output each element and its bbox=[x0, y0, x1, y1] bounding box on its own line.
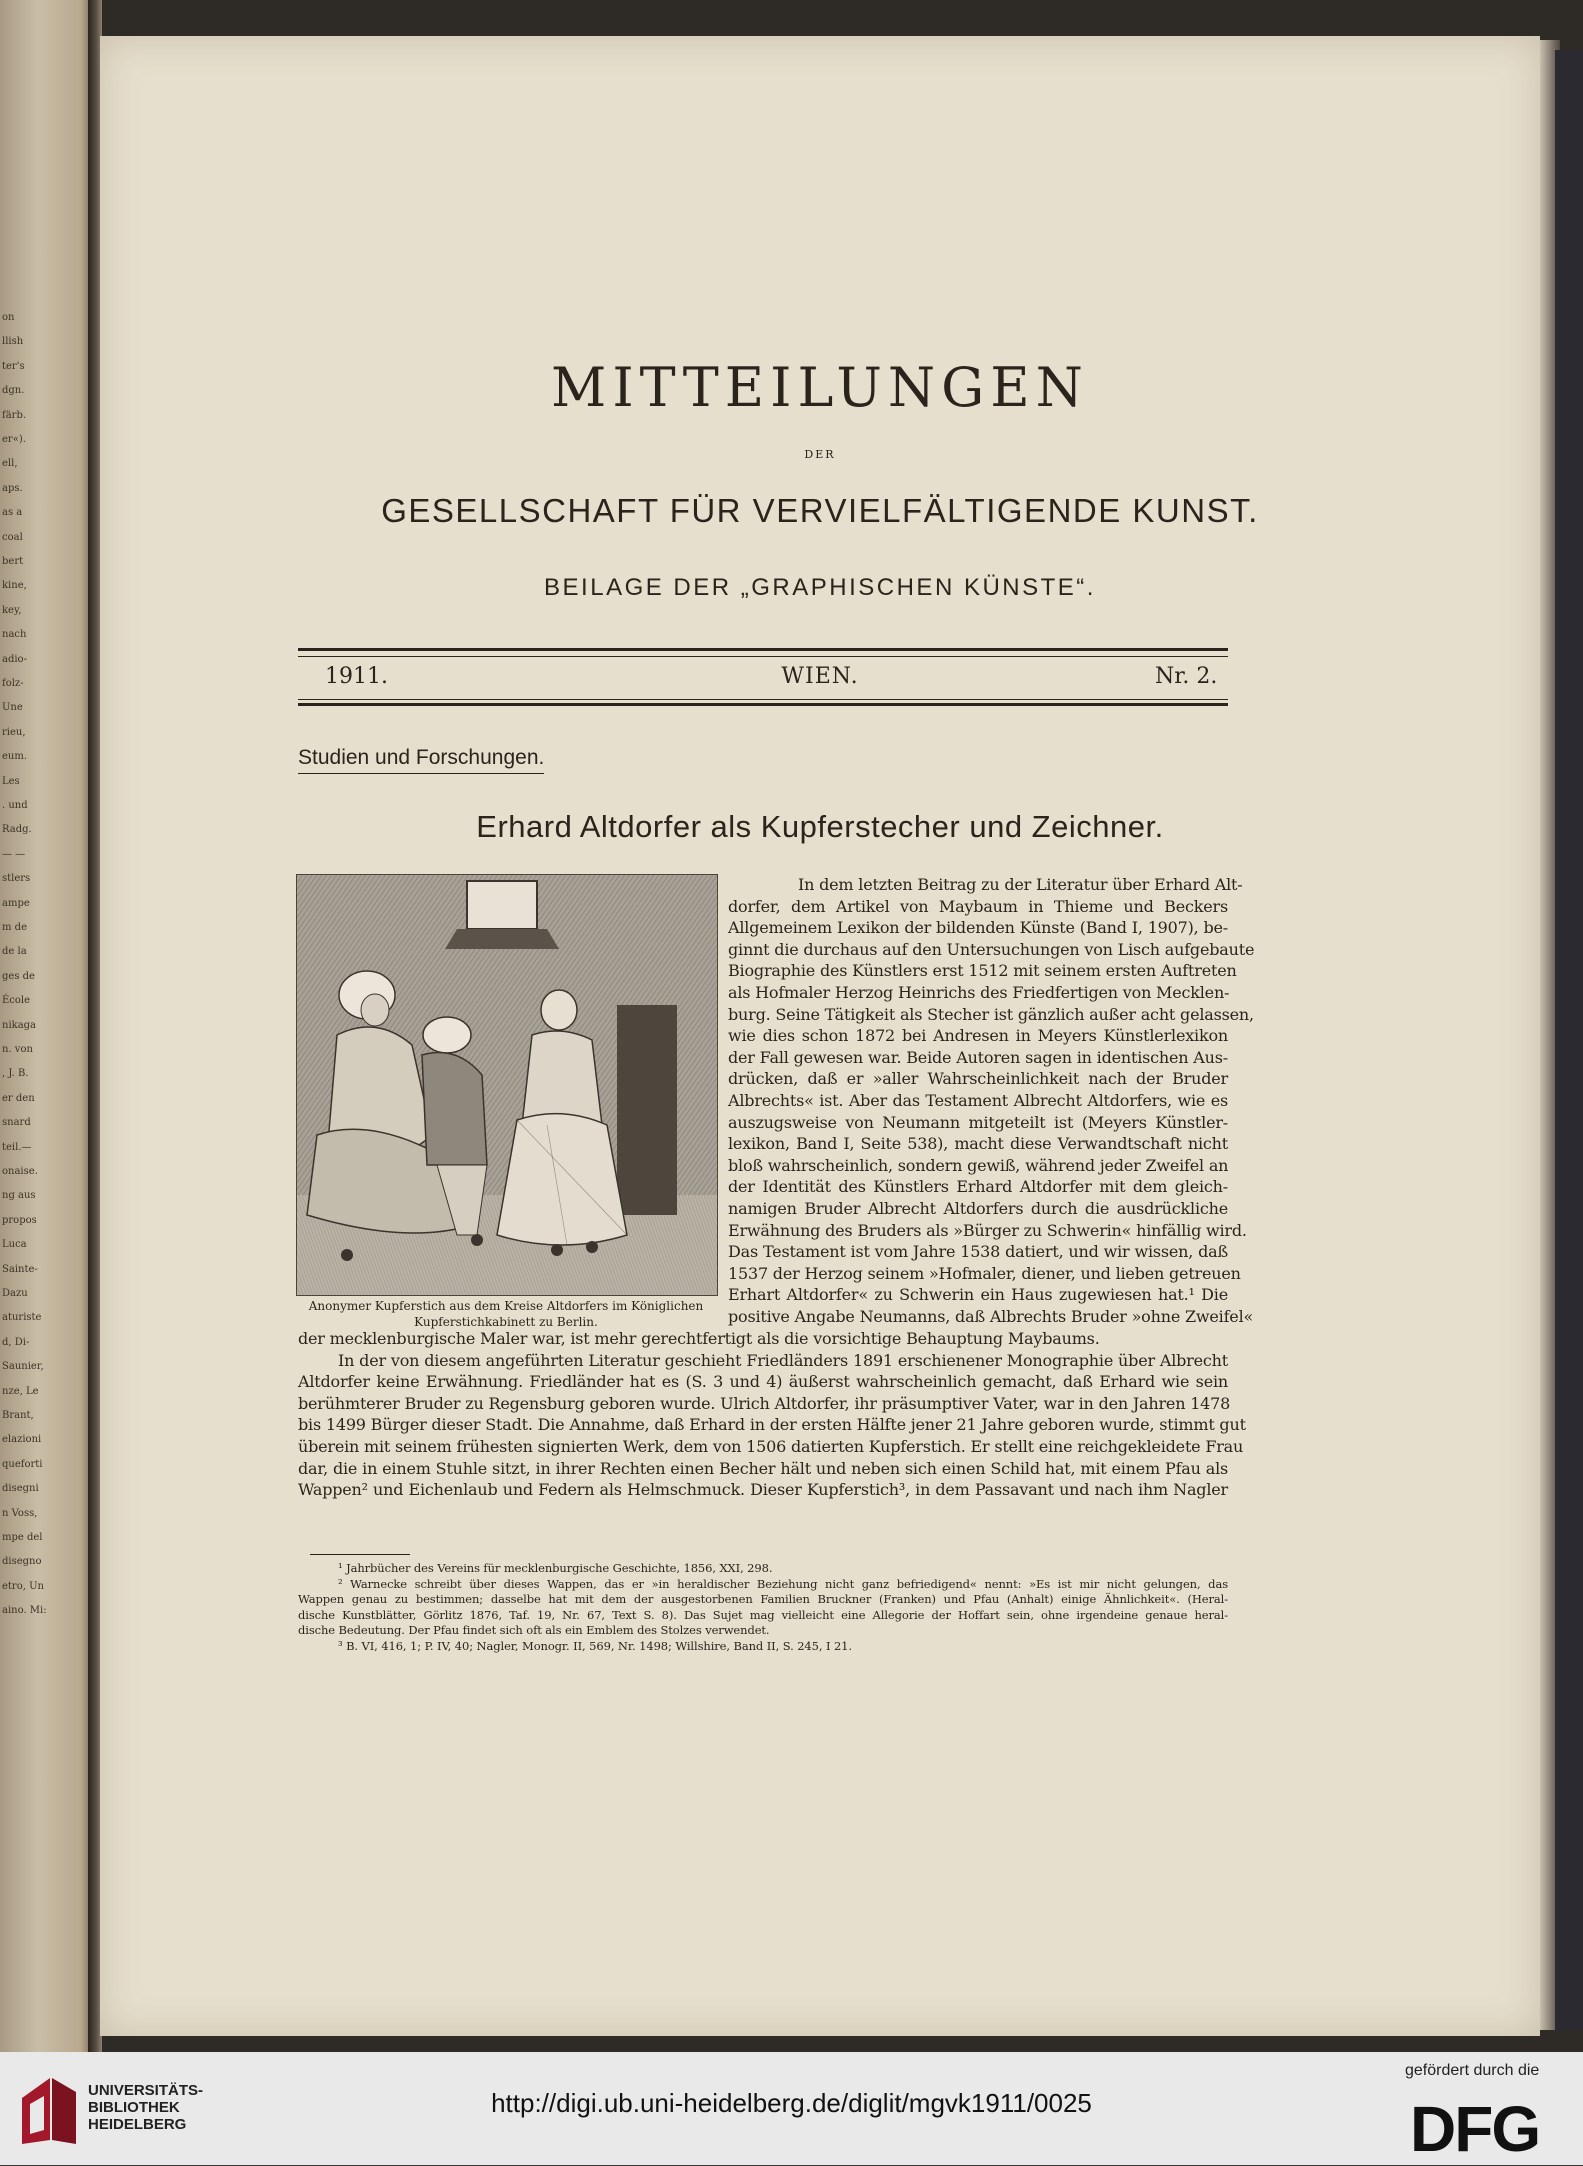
paragraph-line: bloß wahrscheinlich, sondern gewiß, während jeder Zweifel an bbox=[728, 1155, 1229, 1175]
left-page-text-fragment: . und bbox=[2, 800, 28, 811]
engraving-illustration bbox=[296, 874, 718, 1296]
paragraph-line: positive Angabe Neumanns, daß Albrechts Bruder »ohne Zweifel« bbox=[728, 1307, 1254, 1326]
dfg-logo-icon[interactable]: DFG bbox=[1410, 2093, 1540, 2165]
paragraph-line: Biographie des Künstlers erst 1512 mit seinem ersten Auftreten bbox=[728, 961, 1237, 981]
paragraph-line: als Hofmaler Herzog Heinrichs des Friedfertigen von Mecklen- bbox=[728, 983, 1230, 1002]
left-page-text-fragment: ter's bbox=[2, 360, 25, 372]
left-page-text-fragment: onaise. bbox=[2, 1166, 38, 1177]
left-page-text-fragment: key, bbox=[2, 604, 22, 616]
left-page-text-fragment: disegno bbox=[2, 1556, 42, 1568]
left-page-text-fragment: adio- bbox=[2, 653, 27, 665]
paragraph-line: dar, die in einem Stuhle sitzt, in ihrer Rechten einen Becher hält und neben sich einen Schild hat, mit einem Pfau als bbox=[298, 1458, 1228, 1478]
paragraph-line: Erwähnung des Bruders als »Bürger zu Schwerin« hinfällig wird. bbox=[728, 1220, 1247, 1240]
rule-top-thin bbox=[298, 656, 1228, 657]
paragraph-line: bis 1499 Bürger dieser Stadt. Die Annahme, daß Erhard in der ersten Hälfte jener 21 Jahre geboren wurde, stimmt gut bbox=[298, 1415, 1246, 1435]
society-name: GESELLSCHAFT FÜR VERVIELFÄLTIGENDE KUNST. bbox=[381, 492, 1259, 529]
library-name-line: HEIDELBERG bbox=[88, 2116, 187, 2133]
left-page-text-fragment: snard bbox=[2, 1117, 31, 1129]
permalink-url[interactable]: http://digi.ub.uni-heidelberg.de/diglit/mgvk1911/0025 bbox=[491, 2088, 1092, 2118]
left-page-text-fragment: eum. bbox=[2, 751, 28, 763]
engraving-drawing bbox=[297, 875, 717, 1295]
rule-top-thick bbox=[298, 648, 1228, 651]
left-page-text-fragment: ng aus bbox=[2, 1190, 36, 1202]
left-page-text-fragment: nach bbox=[2, 629, 27, 641]
left-page-text-fragment: stlers bbox=[2, 873, 31, 885]
left-page-text-fragment: Une bbox=[2, 702, 23, 714]
left-page-text-fragment: Saunier, bbox=[2, 1361, 44, 1373]
library-name-line: BIBLIOTHEK bbox=[88, 2099, 180, 2116]
footnote-line: dische Kunstblätter, Görlitz 1876, Taf. 19, Nr. 67, Text S. 8). Das Sujet mag vielleicht eine Allegorie der Hoffart sein, ohne irgendeine genaue heral- bbox=[298, 1607, 1228, 1622]
paragraph-line: Altdorfer keine Erwähnung. Friedländer hat es (S. 3 und 4) äußerst wahrscheinlich gemacht, daß Erhard wie sein bbox=[298, 1372, 1228, 1392]
paragraph-line: drücken, daß er »aller Wahrscheinlichkeit nach der Bruder bbox=[728, 1069, 1228, 1089]
left-page-edge bbox=[0, 0, 95, 2052]
left-page-text-fragment: — — bbox=[2, 848, 26, 860]
viewer-footer bbox=[0, 2052, 1583, 2165]
paragraph-line: ginnt die durchaus auf den Untersuchungen von Lisch aufgebaute bbox=[728, 939, 1255, 959]
paragraph-line: dorfer, dem Artikel von Maybaum in Thieme und Beckers bbox=[728, 896, 1228, 916]
left-page-text-fragment: teil.— bbox=[2, 1141, 32, 1153]
library-name-line: UNIVERSITÄTS- bbox=[88, 2082, 204, 2099]
left-page-text-fragment: ges de bbox=[2, 970, 35, 982]
paragraph-line: In dem letzten Beitrag zu der Literatur über Erhard Alt- bbox=[798, 875, 1243, 894]
left-page-text-fragment: Luca bbox=[2, 1239, 27, 1251]
left-page-text-fragment: , J. B. bbox=[2, 1068, 29, 1080]
left-page-text-fragment: Brant, bbox=[2, 1410, 34, 1421]
left-page-text-fragment: nze, Le bbox=[2, 1385, 39, 1397]
left-page-text-fragment: coal bbox=[2, 531, 23, 543]
paragraph-line: berühmterer Bruder zu Regensburg geboren wurde. Ulrich Altdorfer, ihr präsumptiver Vater, war in den Jahren 1478 bbox=[298, 1393, 1231, 1413]
left-page-text-fragment: as a bbox=[2, 507, 23, 519]
left-page-text-fragment: Les bbox=[2, 775, 20, 787]
left-page-text-fragment: École bbox=[2, 995, 31, 1007]
journal-title-der: DER bbox=[804, 448, 836, 461]
left-page-text-fragment: propos bbox=[2, 1214, 37, 1226]
footnote-rule bbox=[310, 1554, 410, 1555]
paragraph-line: 1537 der Herzog seinem »Hofmaler, diener, und lieben getreuen bbox=[728, 1263, 1241, 1283]
left-page-text-fragment: elazioni bbox=[2, 1434, 42, 1446]
footnote-line: Wappen genau zu bestimmen; dasselbe hat mit dem der ausgestorbenen Familien Bruckner (Franken) und Pfau (Anhalt) einige Ähnlichkeit«. (Heral- bbox=[298, 1592, 1228, 1607]
article-title: Erhard Altdorfer als Kupferstecher und Zeichner. bbox=[476, 809, 1164, 844]
left-page-text-fragment: färb. bbox=[2, 409, 27, 421]
left-page-text-fragment: Radg. bbox=[2, 824, 32, 836]
paragraph-line: wie dies schon 1872 bei Andresen in Meyers Künstlerlexikon bbox=[728, 1026, 1228, 1046]
paragraph-line: Albrechts« ist. Aber das Testament Albrecht Altdorfers, wie es bbox=[728, 1091, 1228, 1110]
left-page-text-fragment: folz- bbox=[2, 678, 24, 689]
left-page-text-fragment: ell, bbox=[2, 458, 18, 470]
paragraph-line: Allgemeinem Lexikon der bildenden Künste (Band I, 1907), be- bbox=[728, 918, 1228, 938]
left-page-text-fragment: aturiste bbox=[2, 1312, 42, 1324]
paragraph-line: der mecklenburgische Maler war, ist mehr gerechtfertigt als die vorsichtige Behauptung Maybaums. bbox=[298, 1329, 1100, 1348]
left-page-text-fragment: bert bbox=[2, 556, 24, 567]
left-page-text-fragment: nikaga bbox=[2, 1019, 37, 1031]
journal-title: MITTEILUNGEN bbox=[551, 356, 1089, 419]
left-page-text-fragment: llish bbox=[2, 336, 24, 348]
paragraph-line: Wappen² und Eichenlaub und Federn als Helmschmuck. Dieser Kupferstich³, in dem Passavant und nach ihm Nagler bbox=[298, 1480, 1228, 1500]
left-page-text-fragment: m de bbox=[2, 922, 27, 933]
issue-number: Nr. 2. bbox=[1155, 664, 1218, 689]
left-page-text-fragment: rieu, bbox=[2, 726, 26, 738]
footnote-line: ² Warnecke schreibt über dieses Wappen, das er »in heraldischer Beziehung nicht ganz befriedigend« nennt: »Es ist mir nicht gelungen, das bbox=[338, 1576, 1228, 1591]
funding-label: gefördert durch die bbox=[1405, 2062, 1540, 2079]
book-cover bbox=[1555, 50, 1583, 2030]
left-page-text-fragment: disegni bbox=[2, 1483, 39, 1495]
left-page-text-fragment: d, Di- bbox=[2, 1336, 30, 1348]
left-page-text-fragment: de la bbox=[2, 946, 27, 958]
left-page-text-fragment: n Voss, bbox=[2, 1507, 38, 1519]
left-page-text-fragment: er den bbox=[2, 1092, 35, 1104]
paragraph-line: der Identität des Künstlers Erhard Altdorfer mit dem gleich- bbox=[728, 1177, 1228, 1197]
footnote-line: ³ B. VI, 416, 1; P. IV, 40; Nagler, Monogr. II, 569, Nr. 1498; Willshire, Band II, S. 245, I 21. bbox=[338, 1639, 852, 1653]
paragraph-line: Erhart Altdorfer« zu Schwerin ein Haus zugewiesen hat.¹ Die bbox=[728, 1285, 1228, 1305]
left-page-text-fragment: ampe bbox=[2, 897, 30, 909]
left-page-text-fragment: er«). bbox=[2, 434, 26, 445]
left-page-text-fragment: Sainte- bbox=[2, 1263, 38, 1275]
left-page-text-fragment: on bbox=[2, 312, 15, 323]
footnote-line: ¹ Jahrbücher des Vereins für mecklenburgische Geschichte, 1856, XXI, 298. bbox=[338, 1561, 773, 1575]
left-page-text-fragment: aino. Mi: bbox=[2, 1605, 47, 1617]
paragraph-line: namigen Bruder Albrecht Altdorfers durch die ausdrückliche bbox=[728, 1199, 1228, 1218]
supplement-line: BEILAGE DER „GRAPHISCHEN KÜNSTE“. bbox=[544, 574, 1096, 601]
paragraph-line: Das Testament ist vom Jahre 1538 datiert, und wir wissen, daß bbox=[728, 1242, 1228, 1262]
paragraph-line: burg. Seine Tätigkeit als Stecher ist gänzlich außer acht gelassen, bbox=[728, 1004, 1254, 1024]
left-page-text-fragment: Dazu bbox=[2, 1288, 28, 1299]
rule-bottom-thick bbox=[298, 703, 1228, 706]
issue-year: 1911. bbox=[325, 664, 388, 689]
issue-city: WIEN. bbox=[781, 664, 859, 689]
document-page bbox=[100, 36, 1540, 2036]
figure-caption: Anonymer Kupferstich aus dem Kreise Altdorfers im Königlichen Kupferstichkabinett zu Berlin. bbox=[308, 1299, 704, 1329]
paragraph-line: auszugsweise von Neumann mitgeteilt ist (Meyers Künstler- bbox=[728, 1112, 1228, 1132]
section-heading: Studien und Forschungen. bbox=[298, 746, 544, 774]
paragraph-line: lexikon, Band I, Seite 538), macht diese Verwandtschaft nicht bbox=[728, 1134, 1228, 1154]
paragraph-line: überein mit seinem frühesten signierten Werk, dem von 1506 datierten Kupferstich. Er stellt eine reichgekleidete Frau bbox=[298, 1437, 1244, 1456]
paragraph-line: In der von diesem angeführten Literatur geschieht Friedländers 1891 erschienener Monographie über Albrecht bbox=[338, 1350, 1228, 1370]
left-page-text-fragment: kine, bbox=[2, 580, 27, 592]
footnote-line: dische Bedeutung. Der Pfau findet sich oft als ein Emblem des Stolzes verwendet. bbox=[298, 1623, 770, 1638]
paragraph-line: der Fall gewesen war. Beide Autoren sagen in identischen Aus- bbox=[728, 1047, 1228, 1067]
left-page-text-fragment: queforti bbox=[2, 1458, 43, 1470]
left-page-text-fragment: aps. bbox=[2, 482, 23, 494]
left-page-text-fragment: n. von bbox=[2, 1044, 33, 1055]
rule-bottom-thin bbox=[298, 699, 1228, 700]
left-page-text-fragment: etro, Un bbox=[2, 1580, 44, 1592]
left-page-text-fragment: mpe del bbox=[2, 1532, 43, 1543]
left-page-text-fragment: dgn. bbox=[2, 385, 25, 397]
